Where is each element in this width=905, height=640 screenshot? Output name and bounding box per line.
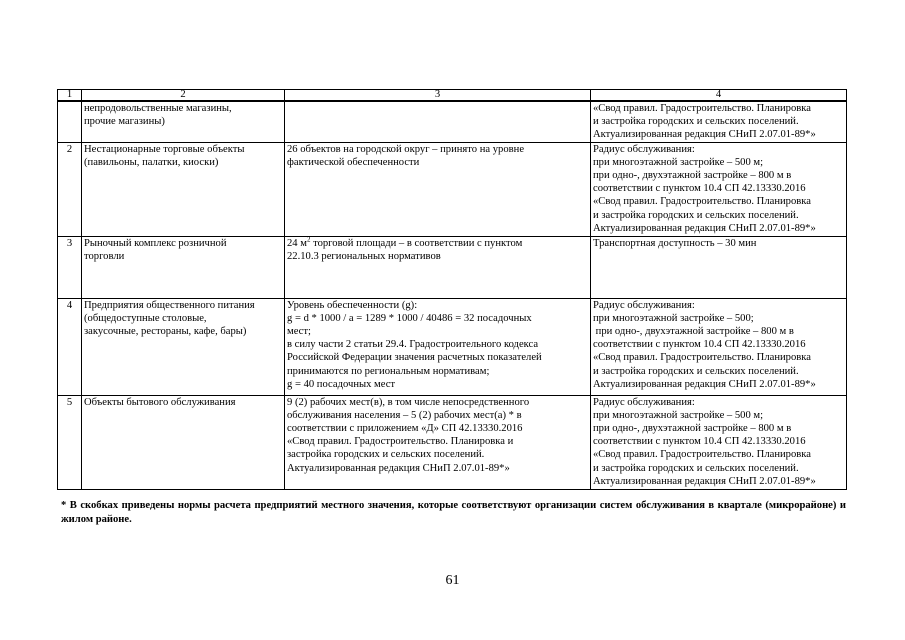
table-row (58, 395, 847, 489)
object-name-line: (павильоны, палатки, киоски) (84, 156, 219, 168)
norm-cell (285, 395, 591, 489)
object-name-line: торговли (84, 250, 125, 262)
object-name-cell (82, 395, 285, 489)
norm-text: 24 м (287, 237, 307, 249)
norm-cell (285, 101, 591, 142)
access-line: соответствии с пунктом 10.4 СП 42.13330.2016 (593, 436, 806, 448)
access-line: Актуализированная редакция СНиП 2.07.01-89*» (593, 475, 816, 487)
row-number: 4 (58, 298, 82, 395)
access-cell (591, 236, 847, 298)
access-line: при многоэтажной застройке – 500 м; (593, 156, 764, 168)
norm-line: Актуализированная редакция СНиП 2.07.01-89*» (287, 462, 510, 474)
norm-text: торговой площади – в соответствии с пунктом (310, 237, 523, 249)
access-line: и застройка городских и сельских поселений. (593, 116, 799, 128)
header-col-2: 2 (82, 90, 285, 102)
access-line: при одно-, двухэтажной застройке – 800 м в (593, 170, 792, 182)
row-number: 2 (58, 142, 82, 236)
access-line: при одно-, двухэтажной застройке – 800 м в (593, 423, 792, 435)
access-line: и застройка городских и сельских поселений. (593, 209, 799, 221)
norm-line: Уровень обеспеченности (g): (287, 299, 418, 311)
norm-line: Российской Федерации значения расчетных показателей (287, 352, 542, 364)
table-header-row (58, 90, 847, 102)
object-name-cell (82, 142, 285, 236)
header-col-3: 3 (285, 90, 591, 102)
access-line: Актуализированная редакция СНиП 2.07.01-89*» (593, 378, 816, 390)
access-line: Радиус обслуживания: (593, 299, 695, 311)
object-name-line: закусочные, рестораны, кафе, бары) (84, 326, 247, 338)
row-number (58, 101, 82, 142)
object-name-line: Предприятия общественного питания (84, 299, 255, 311)
norm-line: 22.10.3 региональных нормативов (287, 250, 441, 262)
norm-line: 9 (2) рабочих мест(в), в том числе непосредственного (287, 396, 530, 408)
norm-line: g = 40 посадочных мест (287, 378, 396, 390)
access-cell (591, 395, 847, 489)
table-row (58, 298, 847, 395)
row-number: 5 (58, 395, 82, 489)
object-name-cell (82, 236, 285, 298)
norms-table (57, 89, 847, 490)
norm-line: в силу части 2 статьи 29.4. Градостроительного кодекса (287, 339, 539, 351)
access-line: при одно-, двухэтажной застройке – 800 м в (593, 326, 794, 338)
header-col-1: 1 (58, 90, 82, 102)
object-name-cell (82, 298, 285, 395)
access-line: и застройка городских и сельских поселений. (593, 462, 799, 474)
page-number: 61 (445, 573, 460, 588)
access-cell (591, 101, 847, 142)
access-line: при многоэтажной застройке – 500 м; (593, 409, 764, 421)
access-line: Актуализированная редакция СНиП 2.07.01-89*» (593, 129, 816, 141)
access-line: «Свод правил. Градостроительство. Планировка (593, 352, 811, 364)
object-name-line: (общедоступные столовые, (84, 312, 207, 324)
norm-line: g = d * 1000 / a = 1289 * 1000 / 40486 = 32 посадочных (287, 312, 532, 324)
object-name-line: непродовольственные магазины, (84, 103, 232, 114)
access-line: «Свод правил. Градостроительство. Планировка (593, 103, 811, 114)
norm-line: «Свод правил. Градостроительство. Планировка и (287, 436, 514, 448)
access-line: Радиус обслуживания: (593, 396, 695, 408)
norm-line: принимаются по региональным нормативам; (287, 365, 490, 377)
access-line: и застройка городских и сельских поселений. (593, 365, 799, 377)
norm-cell (285, 298, 591, 395)
access-cell (591, 142, 847, 236)
object-name-line: Нестационарные торговые объекты (84, 143, 245, 155)
access-line: при многоэтажной застройке – 500; (593, 312, 754, 324)
access-line: Транспортная доступность – 30 мин (593, 237, 757, 249)
norm-line: мест; (287, 326, 311, 338)
object-name-line: Объекты бытового обслуживания (84, 396, 236, 408)
object-name-line: Рыночный комплекс розничной (84, 237, 227, 249)
norm-line (287, 237, 588, 250)
access-line: соответствии с пунктом 10.4 СП 42.13330.2016 (593, 183, 806, 195)
norm-line: застройка городских и сельских поселений. (287, 449, 485, 461)
header-col-4: 4 (591, 90, 847, 102)
access-cell (591, 298, 847, 395)
table-row (58, 142, 847, 236)
footnote: * В скобках приведены нормы расчета предприятий местного значения, которые соответствуют организации систем обслуживания в квартале (микрорайоне) и жилом районе. (61, 500, 846, 525)
norm-line: 26 объектов на городской округ – принято на уровне (287, 143, 525, 155)
access-line: Актуализированная редакция СНиП 2.07.01-89*» (593, 222, 816, 234)
access-line: Радиус обслуживания: (593, 143, 695, 155)
norm-line: фактической обеспеченности (287, 156, 420, 168)
object-name-cell (82, 101, 285, 142)
table-row (58, 101, 847, 142)
row-number: 3 (58, 236, 82, 298)
access-line: «Свод правил. Градостроительство. Планировка (593, 196, 811, 208)
table-row (58, 236, 847, 298)
object-name-line: прочие магазины) (84, 116, 165, 128)
superscript: 2 (306, 235, 311, 244)
access-line: соответствии с пунктом 10.4 СП 42.13330.2016 (593, 339, 806, 351)
norm-line: соответствии с приложением «Д» СП 42.13330.2016 (287, 423, 523, 435)
access-line: «Свод правил. Градостроительство. Планировка (593, 449, 811, 461)
norm-line: обслуживания населения – 5 (2) рабочих мест(а) * в (287, 409, 522, 421)
norm-cell (285, 236, 591, 298)
norm-cell (285, 142, 591, 236)
